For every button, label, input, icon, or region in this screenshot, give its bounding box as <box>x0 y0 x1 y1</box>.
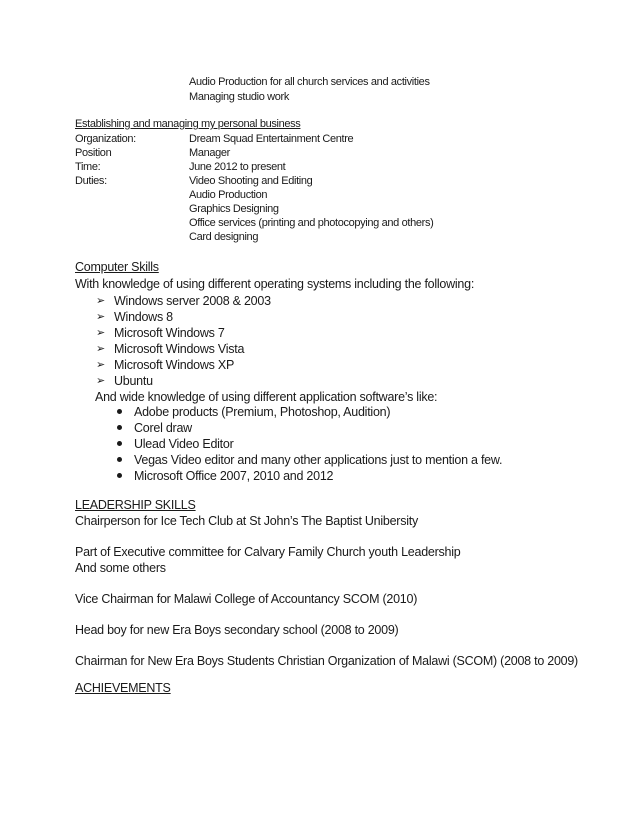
leadership-line: Chairman for New Era Boys Students Christian Organization of Malawi (SCOM) (2008 to 2009) <box>75 654 578 668</box>
duties-label: Duties: <box>75 175 107 187</box>
software-item: Vegas Video editor and many other applications just to mention a few. <box>134 453 503 467</box>
bullet-icon <box>117 409 122 414</box>
leadership-line: Vice Chairman for Malawi College of Accountancy SCOM (2010) <box>75 592 418 606</box>
bullet-icon <box>117 473 122 478</box>
duty-card: Card designing <box>189 231 259 243</box>
computer-skills-intro: With knowledge of using different operating systems including the following: <box>75 277 475 291</box>
position-label: Position <box>75 147 112 159</box>
position-value: Manager <box>189 147 230 159</box>
duty-audio: Audio Production <box>189 189 268 201</box>
arrow-bullet-icon: ➢ <box>96 295 106 307</box>
bullet-icon <box>117 457 122 462</box>
duty-graphics: Graphics Designing <box>189 203 279 215</box>
os-item: Microsoft Windows XP <box>114 358 235 372</box>
arrow-bullet-icon: ➢ <box>96 343 106 355</box>
org-value: Dream Squad Entertainment Centre <box>189 133 354 145</box>
os-item: Microsoft Windows 7 <box>114 326 225 340</box>
achievements-heading: ACHIEVEMENTS <box>75 681 171 695</box>
time-label: Time: <box>75 161 101 173</box>
bullet-icon <box>117 425 122 430</box>
leadership-heading: LEADERSHIP SKILLS <box>75 498 196 512</box>
duty-video: Video Shooting and Editing <box>189 175 313 187</box>
os-item: Windows 8 <box>114 310 173 324</box>
arrow-bullet-icon: ➢ <box>96 375 106 387</box>
software-intro: And wide knowledge of using different application software’s like: <box>95 390 438 404</box>
software-item: Microsoft Office 2007, 2010 and 2012 <box>134 469 334 483</box>
os-item: Windows server 2008 & 2003 <box>114 294 271 308</box>
duty-audio-church: Audio Production for all church services and activities <box>189 76 430 88</box>
software-item: Corel draw <box>134 421 192 435</box>
software-item: Adobe products (Premium, Photoshop, Audition) <box>134 405 391 419</box>
leadership-line: And some others <box>75 561 166 575</box>
arrow-bullet-icon: ➢ <box>96 327 106 339</box>
duty-studio: Managing studio work <box>189 91 290 103</box>
computer-skills-heading: Computer Skills <box>75 260 159 274</box>
software-item: Ulead Video Editor <box>134 437 234 451</box>
os-item: Ubuntu <box>114 374 153 388</box>
leadership-line: Chairperson for Ice Tech Club at St John’s The Baptist Unibersity <box>75 514 418 528</box>
arrow-bullet-icon: ➢ <box>96 311 106 323</box>
business-heading: Establishing and managing my personal business <box>75 118 301 130</box>
leadership-line: Head boy for new Era Boys secondary school (2008 to 2009) <box>75 623 399 637</box>
time-value: June 2012 to present <box>189 161 286 173</box>
org-label: Organization: <box>75 133 136 145</box>
leadership-line: Part of Executive committee for Calvary Family Church youth Leadership <box>75 545 461 559</box>
os-item: Microsoft Windows Vista <box>114 342 245 356</box>
bullet-icon <box>117 441 122 446</box>
duty-office: Office services (printing and photocopying and others) <box>189 217 434 229</box>
arrow-bullet-icon: ➢ <box>96 359 106 371</box>
